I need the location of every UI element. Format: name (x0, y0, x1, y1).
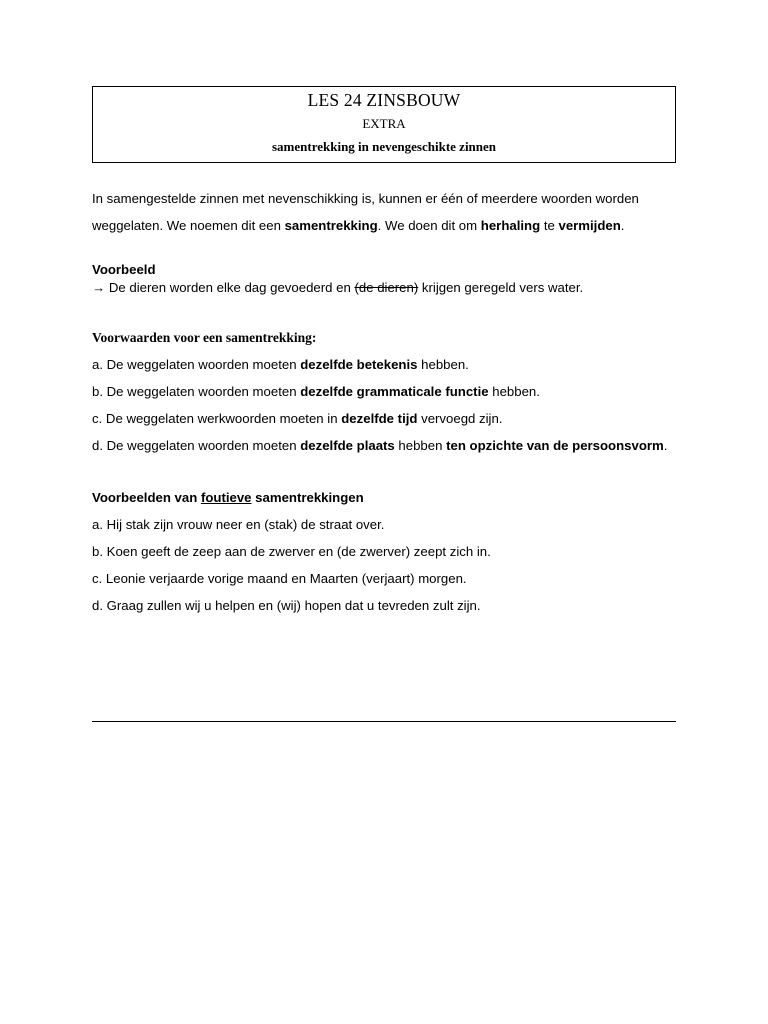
example-heading: Voorbeeld (92, 262, 156, 277)
wrong-heading-pre: Voorbeelden van (92, 490, 201, 505)
condition-a-pre: a. De weggelaten woorden moeten (92, 357, 301, 372)
condition-b-pre: b. De weggelaten woorden moeten (92, 384, 301, 399)
intro-text-3: te (540, 218, 559, 233)
condition-a-post: hebben. (417, 357, 469, 372)
intro-text-4: . (620, 218, 625, 233)
condition-b-post: hebben. (488, 384, 540, 399)
wrong-heading-underlined: foutieve (200, 490, 252, 505)
wrong-example-d: d. Graag zullen wij u helpen en (wij) hopen dat u tevreden zult zijn. (92, 598, 481, 613)
condition-c-pre: c. De weggelaten werkwoorden moeten in (92, 411, 342, 426)
wrong-examples-heading (92, 484, 676, 511)
conditions-heading: Voorwaarden voor een samentrekking: (92, 330, 317, 345)
conditions-list (92, 351, 676, 459)
arrow-right-icon: → (92, 280, 106, 295)
wrong-example-a: a. Hij stak zijn vrouw neer en (stak) de straat over. (92, 517, 385, 532)
condition-c-post: vervoegd zijn. (417, 411, 503, 426)
condition-d-mid: hebben (394, 438, 447, 453)
lesson-header-box (92, 86, 676, 163)
condition-d-bold-1: dezelfde plaats (300, 438, 395, 453)
wrong-heading-post: samentrekkingen (251, 490, 364, 505)
condition-b (92, 378, 676, 405)
condition-a-bold: dezelfde betekenis (300, 357, 418, 372)
intro-text-2: . We doen dit om (377, 218, 481, 233)
wrong-example-c: c. Leonie verjaarde vorige maand en Maarten (verjaart) morgen. (92, 571, 467, 586)
example-text-pre: De dieren worden elke dag gevoederd en (105, 280, 355, 295)
lesson-topic: samentrekking in nevengeschikte zinnen (271, 139, 497, 154)
condition-d-pre: d. De weggelaten woorden moeten (92, 438, 301, 453)
condition-d-bold-2: ten opzichte van de persoonsvorm (446, 438, 664, 453)
example-sentence (92, 279, 676, 297)
lesson-subtitle: EXTRA (362, 116, 406, 131)
example-block (92, 261, 676, 297)
intro-bold-samentrekking: samentrekking (284, 218, 378, 233)
condition-d-post: . (663, 438, 668, 453)
condition-c-bold: dezelfde tijd (341, 411, 418, 426)
lesson-title: LES 24 ZINSBOUW (307, 90, 461, 110)
intro-text-1: In samengestelde zinnen met nevenschikking is, kunnen er één of meerdere woorden worden weggelaten. We noemen dit een (92, 191, 639, 233)
wrong-examples-list (92, 511, 676, 619)
intro-paragraph (92, 185, 676, 239)
document-page (92, 86, 676, 619)
example-text-post: krijgen geregeld vers water. (418, 280, 584, 295)
intro-bold-herhaling: herhaling (480, 218, 541, 233)
condition-d (92, 432, 676, 459)
wrong-example-b: b. Koen geeft de zeep aan de zwerver en (de zwerver) zeept zich in. (92, 544, 491, 559)
condition-c (92, 405, 676, 432)
condition-a (92, 351, 676, 378)
horizontal-rule (92, 721, 676, 722)
example-struck-words: (de dieren) (354, 280, 419, 295)
condition-b-bold: dezelfde grammaticale functie (300, 384, 489, 399)
intro-bold-vermijden: vermijden (558, 218, 621, 233)
